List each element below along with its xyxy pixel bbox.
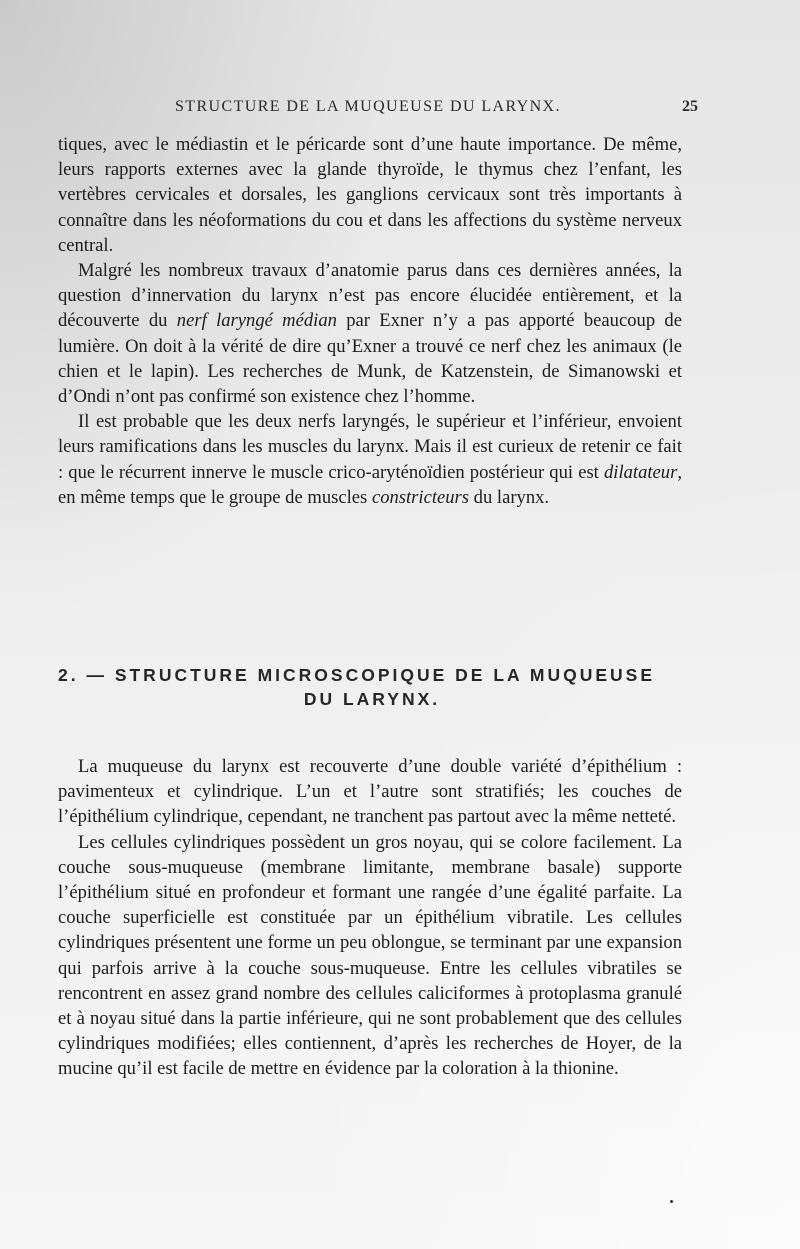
section-heading [58, 663, 682, 711]
paragraph [58, 754, 682, 830]
text-run: Malgré les nombreux travaux d’anatomie parus dans ces dernières années, la question d’innervation du larynx n’est pas encore élucidée entièrement, et la découverte du [58, 260, 682, 332]
section-heading-line-2: DU LARYNX. [303, 689, 441, 709]
text-block-before-heading [58, 132, 682, 510]
paper-speck [670, 1200, 673, 1203]
text-run: , en même temps que le groupe de muscles [58, 461, 682, 508]
italic-term: nerf laryngé médian [176, 310, 337, 332]
page-number: 25 [682, 98, 698, 115]
paragraph [58, 409, 682, 510]
text-run: Il est probable que les deux nerfs laryngés, le supérieur et l’inférieur, envoient leurs ramifications dans les muscles du larynx. Mais il est curieux de retenir ce fait : que le récurrent innerve le muscle crico-aryténoïdien postérieur qui est [58, 411, 682, 483]
running-head-title: STRUCTURE DE LA MUQUEUSE DU LARYNX. [175, 98, 561, 115]
section-heading-line-1: 2. — STRUCTURE MICROSCOPIQUE DE LA MUQUEUSE [58, 665, 655, 685]
paragraph [58, 132, 682, 258]
text-run: du larynx. [469, 486, 550, 508]
italic-term: constricteurs [371, 486, 470, 508]
text-block-after-heading [58, 754, 682, 1082]
text-run: par Exner n’y a pas apporté beaucoup de lumière. On doit à la vérité de dire qu’Exner a trouvé ce nerf chez les animaux (le chien et le lapin). Les recherches de Munk, de Katzenstein, de Simanowski et d’Ondi n’ont pas confirmé son existence chez l’homme. [58, 310, 682, 408]
text-run: La muqueuse du larynx est recouverte d’une double variété d’épithélium : pavimenteux et cylindrique. L’un et l’autre sont stratifiés; les couches de l’épithélium cylindrique, cependant, ne tranchent pas partout avec la même netteté. [58, 756, 682, 828]
text-run: Les cellules cylindriques possèdent un gros noyau, qui se colore facilement. La couche sous-muqueuse (membrane limitante, membrane basale) supporte l’épithélium situé en profondeur et formant une rangée d’une égalité parfaite. La couche superficielle est constituée par un épithélium vibratile. Les cellules cylindriques présentent une forme un peu oblongue, se terminant par une expansion qui parfois arrive à la couche sous-muqueuse. Entre les cellules vibratiles se rencontrent en assez grand nombre des cellules caliciformes à protoplasma granulé et à noyau situé dans la partie inférieure, qui ne sont probablement que des cellules cylindriques modifiées; elles contiennent, d’après les recherches de Hoyer, de la mucine qu’il est facile de mettre en évidence par la coloration à la thionine. [58, 831, 682, 1080]
text-run: tiques, avec le médiastin et le péricarde sont d’une haute importance. De même, leurs rapports externes avec la glande thyroïde, le thymus chez l’enfant, les vertèbres cervicales et dorsales, les ganglions cervicaux sont très importants à connaître dans les néoformations du cou et dans les affections du système nerveux central. [58, 134, 682, 256]
paragraph [58, 830, 682, 1082]
paragraph [58, 258, 682, 409]
italic-term: dilatateur [604, 461, 678, 483]
